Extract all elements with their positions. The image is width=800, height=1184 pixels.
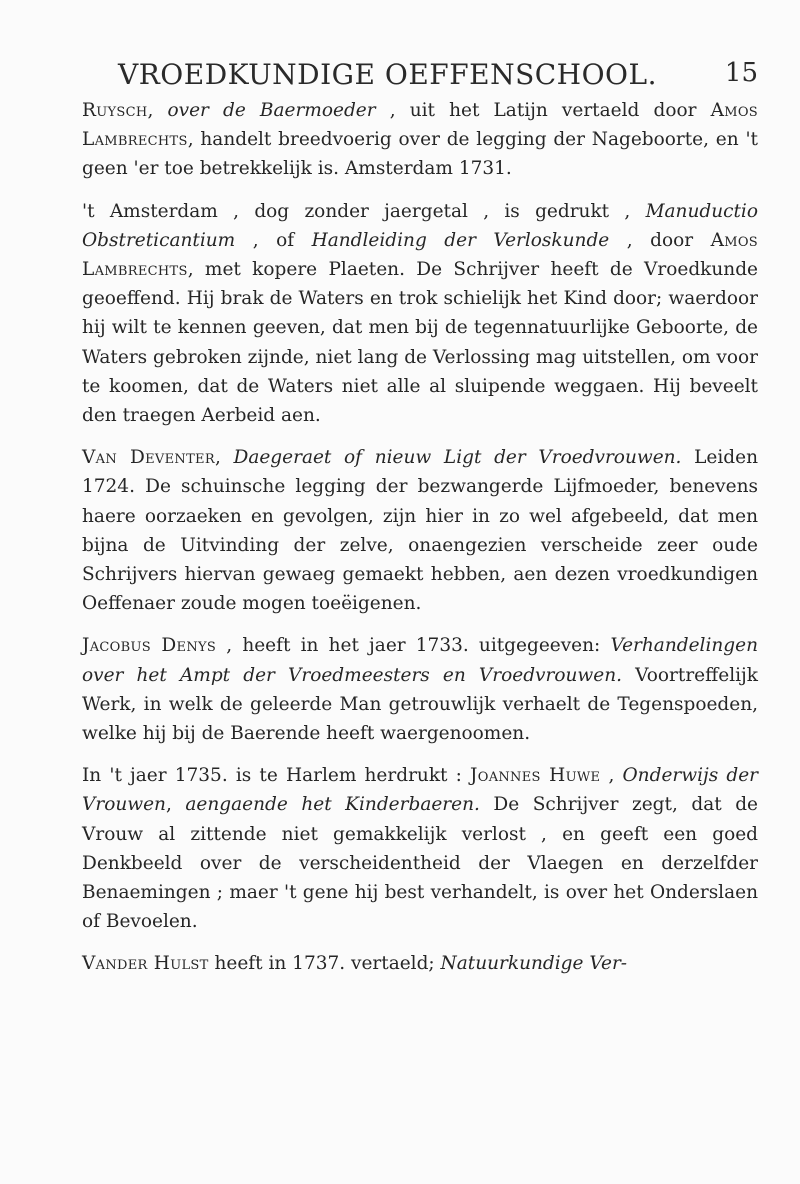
- text-segment: De Schrijver zegt, dat de Vrouw al zittende niet gemakkelijk verlost , en geeft een goed Denkbeeld over de verscheidentheid der Vlaegen en derzelfder Benaemingen ; maer 't gene hij best verhandelt, is over het Onderslaen of Bevoelen.: [82, 794, 759, 933]
- text-segment: 't Amsterdam , dog zonder jaergetal , is gedrukt ,: [82, 200, 646, 222]
- text-segment: Handleiding der Verloskunde: [311, 229, 610, 251]
- text-segment: , met kopere Plaeten. De Schrijver heeft de Vroedkunde geoeffend. Hij brak de Waters en trok schielijk het Kind door; waerdoor hij wilt te kennen geeven, dat men bij de tegennatuurlijke Geboorte, de Waters gebroken zijnde, niet lang de Verlossing mag uitstellen, om voor te koomen, dat de Waters niet alle al sluipende weggaen. Hij beveelt den traegen Aerbeid aen.: [82, 259, 758, 427]
- text-segment: over de Baermoeder: [167, 100, 376, 121]
- text-segment: Van Deventer: [82, 447, 215, 469]
- text-segment: , heeft in het jaer 1733. uitgegeeven:: [216, 635, 611, 657]
- paragraph-ruysch: [82, 96, 758, 184]
- page-header: [58, 58, 758, 94]
- running-title: VROEDKUNDIGE OEFFENSCHOOL.: [118, 58, 657, 91]
- text-segment: , uit het Latijn vertaeld door: [375, 100, 711, 121]
- text-segment: Leiden 1724. De schuinsche legging der bezwangerde Lijfmoeder, benevens haere oorzaeken en gevolgen, zijn hier in zo wel afgebeeld, dat men bijna de Uitvinding der zelve, onaengezien verscheide zeer oude Schrijvers hiervan gewaeg gemaekt hebben, aen dezen vroedkundigen Oeffenaer zoude mogen toeëigenen.: [82, 447, 758, 615]
- text-segment: ,: [214, 447, 234, 469]
- text-segment: Manuductio Obstreticantium: [82, 200, 758, 251]
- text-segment: aengaende het Kinderbaeren.: [185, 794, 480, 816]
- paragraph-van-deventer: [82, 443, 758, 618]
- paragraph-amsterdam: [82, 197, 758, 431]
- text-segment: Vander Hulst: [82, 953, 209, 975]
- body-text: [82, 96, 758, 979]
- text-segment: Voortreffelijk Werk, in welk de geleerde Man getrouwlijk verhaelt de Tegenspoeden, welke hij bij de Baerende heeft waergenoomen.: [82, 664, 758, 745]
- text-segment: Amos Lambrechts: [82, 100, 758, 151]
- text-segment: ,: [165, 794, 186, 816]
- paragraph-huwe: [82, 761, 758, 936]
- text-segment: Jacobus Denys: [82, 635, 217, 657]
- text-segment: Ruysch: [82, 100, 148, 121]
- text-segment: Onderwijs der Vrouwen: [82, 765, 758, 816]
- paragraph-vander-hulst: [82, 949, 758, 978]
- text-segment: Amos Lambrechts: [82, 229, 759, 281]
- page-number: 15: [724, 58, 758, 88]
- text-segment: Joannes Huwe: [470, 765, 601, 787]
- paragraph-denys: [82, 631, 758, 748]
- text-segment: Daegeraet of nieuw Ligt der Vroedvrouwen.: [233, 447, 682, 469]
- text-segment: , handelt breedvoerig over de legging der Nageboorte, en 't geen 'er toe betrekkelijk is. Amsterdam 1731.: [82, 129, 758, 180]
- text-segment: heeft in 1737. vertaeld;: [208, 953, 441, 975]
- text-segment: In 't jaer 1735. is te Harlem herdrukt :: [82, 765, 471, 787]
- book-page: [58, 58, 758, 979]
- text-segment: Natuurkundige Ver-: [440, 953, 628, 975]
- text-segment: , of: [235, 229, 312, 251]
- text-segment: Verhandelingen over het Ampt der Vroedmeesters en Vroedvrouwen.: [82, 635, 758, 686]
- text-segment: , door: [609, 229, 711, 251]
- text-segment: ,: [600, 765, 623, 787]
- text-segment: ,: [147, 100, 168, 121]
